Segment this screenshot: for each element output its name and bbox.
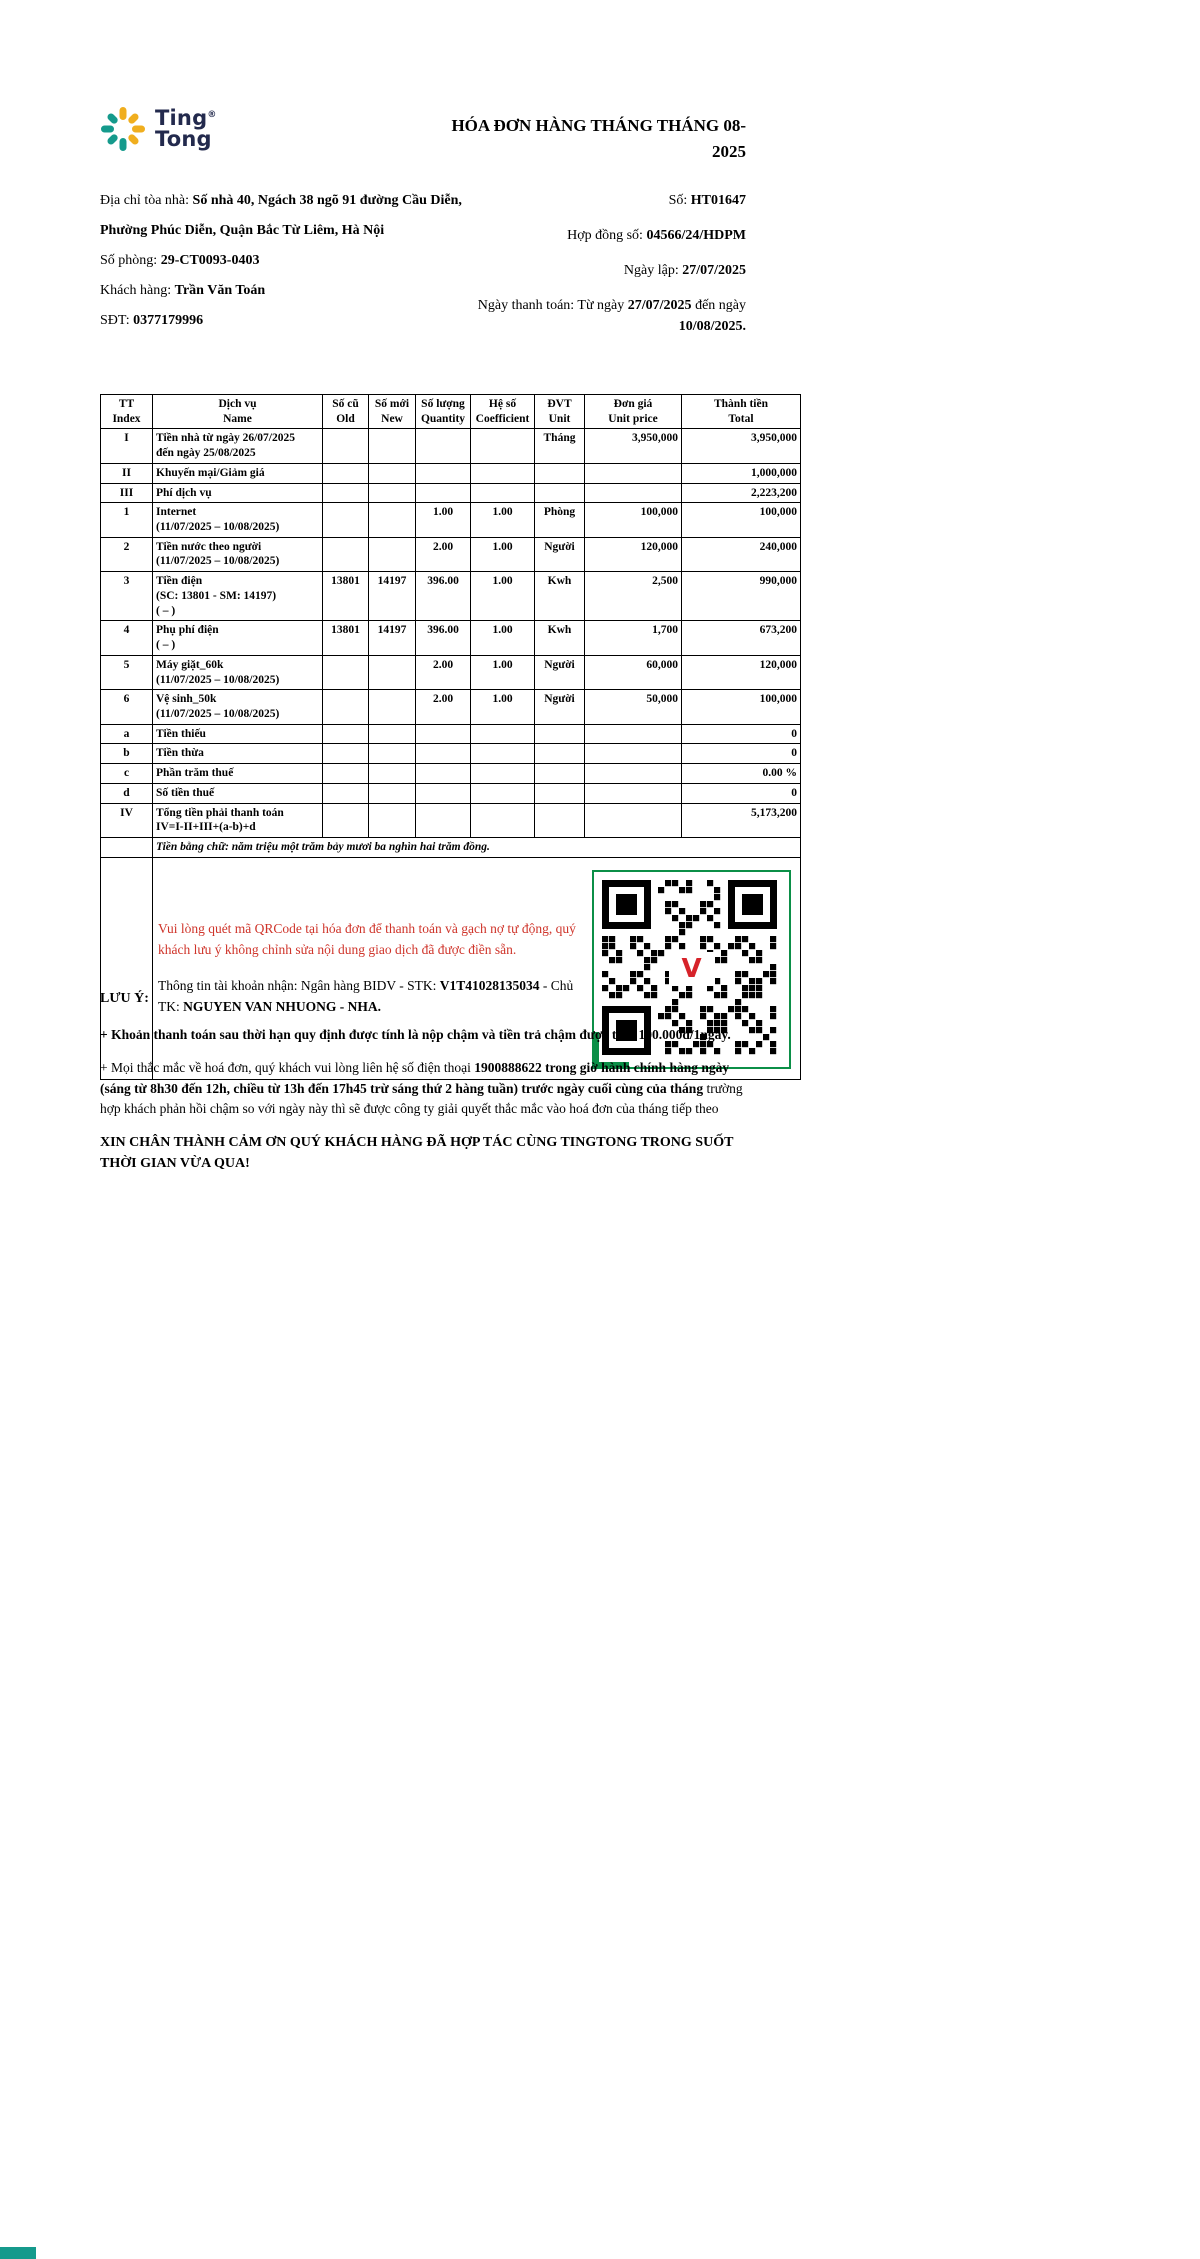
cell-coef bbox=[471, 783, 535, 803]
cell-name bbox=[153, 744, 323, 764]
brand-name-top-line bbox=[155, 108, 217, 129]
cell-new bbox=[369, 463, 416, 483]
cell-old: 13801 bbox=[323, 572, 369, 621]
cell-unit bbox=[535, 724, 585, 744]
late-fee-note: + Khoản thanh toán sau thời hạn quy định được tính là nộp chậm và tiền trả chậm được tính 100.000đ/1ngày. bbox=[100, 1027, 731, 1042]
cell-total: 240,000 bbox=[682, 537, 801, 571]
name-line: (11/07/2025 – 10/08/2025) bbox=[156, 673, 280, 686]
name-line: Máy giặt_60k bbox=[156, 658, 224, 671]
plain-text: Khách hàng: bbox=[100, 283, 175, 298]
cell-old bbox=[323, 690, 369, 724]
cell-old bbox=[323, 463, 369, 483]
footer-corner-mark bbox=[0, 2247, 36, 2259]
cell-qty bbox=[416, 483, 471, 503]
column-header bbox=[682, 395, 801, 429]
cell-new bbox=[369, 429, 416, 463]
cell-name bbox=[153, 724, 323, 744]
bold-text: trước ngày cuối cùng của tháng bbox=[521, 1080, 704, 1096]
registered-mark: ® bbox=[207, 110, 217, 121]
flower-icon bbox=[100, 106, 146, 152]
cell-unit: Người bbox=[535, 537, 585, 571]
bold-text: 29-CT0093-0403 bbox=[160, 253, 260, 268]
cell-new: 14197 bbox=[369, 621, 416, 655]
cell-index: 2 bbox=[101, 537, 153, 571]
plain-text: Số: bbox=[668, 193, 691, 208]
bold-text: NGUYEN VAN NHUONG - NHA. bbox=[183, 999, 382, 1015]
cell-price: 60,000 bbox=[585, 655, 682, 689]
cell-total: 2,223,200 bbox=[682, 483, 801, 503]
cell-new bbox=[369, 783, 416, 803]
cell-coef: 1.00 bbox=[471, 537, 535, 571]
table-row bbox=[101, 655, 801, 689]
cell-name bbox=[153, 429, 323, 463]
cell-old bbox=[323, 724, 369, 744]
cell-new bbox=[369, 724, 416, 744]
cell-name bbox=[153, 503, 323, 537]
plain-text: Địa chỉ tòa nhà: bbox=[100, 193, 193, 208]
table-row bbox=[101, 572, 801, 621]
invoice-meta bbox=[446, 190, 746, 351]
bold-text: 04566/24/HDPM bbox=[646, 228, 746, 243]
cell-price: 2,500 bbox=[585, 572, 682, 621]
cell-index: 1 bbox=[101, 503, 153, 537]
cell-name bbox=[153, 463, 323, 483]
header-line: Quantity bbox=[420, 412, 466, 425]
info-line bbox=[100, 276, 478, 306]
column-header bbox=[416, 395, 471, 429]
cell-index: 3 bbox=[101, 572, 153, 621]
name-line: Tổng tiền phải thanh toán bbox=[156, 806, 284, 819]
name-line: Vệ sinh_50k bbox=[156, 693, 217, 706]
cell-unit: Phòng bbox=[535, 503, 585, 537]
cell-index: d bbox=[101, 783, 153, 803]
cell-new bbox=[369, 764, 416, 784]
header-line: Đơn giá bbox=[613, 398, 653, 410]
cell-old bbox=[323, 744, 369, 764]
cell-coef: 1.00 bbox=[471, 621, 535, 655]
header-line: Thành tiền bbox=[713, 398, 768, 410]
cell-index: II bbox=[101, 463, 153, 483]
name-line: Tiền điện bbox=[156, 575, 203, 588]
header-line: Dịch vụ bbox=[218, 398, 257, 410]
cell-unit bbox=[535, 744, 585, 764]
name-line: Tiền nước theo người bbox=[156, 540, 262, 553]
cell-unit: Kwh bbox=[535, 572, 585, 621]
header-line: Unit bbox=[548, 412, 571, 425]
brand-name-top: Ting bbox=[155, 106, 208, 131]
cell-old bbox=[323, 764, 369, 784]
header-line: Số mới bbox=[374, 398, 410, 410]
plain-text: Số phòng: bbox=[100, 253, 161, 268]
cell-coef bbox=[471, 764, 535, 784]
vietqr-logo-letter: V bbox=[681, 953, 702, 984]
name-line: Phụ phí điện bbox=[156, 624, 219, 637]
table-row bbox=[101, 429, 801, 463]
bold-text: 1900888622 trong giờ hành chính hàng ngày (sáng từ 8h30 đến 12h, chiều từ 13h đến 17h45 trừ sáng thứ 2 hàng tuần) bbox=[100, 1060, 730, 1096]
cell-total: 0 bbox=[682, 744, 801, 764]
cell-empty bbox=[101, 837, 153, 857]
cell-old bbox=[323, 655, 369, 689]
header-line: New bbox=[381, 412, 403, 425]
cell-total: 100,000 bbox=[682, 503, 801, 537]
info-line bbox=[100, 186, 478, 246]
cell-price: 50,000 bbox=[585, 690, 682, 724]
cell-qty: 1.00 bbox=[416, 503, 471, 537]
amount-in-words: Tiền bằng chữ: năm triệu một trăm bảy mươi ba nghìn hai trăm đồng. bbox=[153, 837, 801, 857]
cell-index: III bbox=[101, 483, 153, 503]
header-line: Unit price bbox=[608, 412, 658, 425]
cell-price bbox=[585, 744, 682, 764]
cell-coef bbox=[471, 429, 535, 463]
cell-index: b bbox=[101, 744, 153, 764]
cell-name bbox=[153, 803, 323, 837]
column-header bbox=[101, 395, 153, 429]
cell-name bbox=[153, 483, 323, 503]
cell-total: 673,200 bbox=[682, 621, 801, 655]
info-line bbox=[446, 260, 746, 281]
plain-text: Ngày lập: bbox=[623, 263, 683, 278]
bold-text: V1T41028135034 bbox=[439, 977, 540, 993]
cell-old bbox=[323, 483, 369, 503]
cell-coef bbox=[471, 724, 535, 744]
cell-unit: Người bbox=[535, 690, 585, 724]
plain-text: Hợp đồng số: bbox=[567, 228, 647, 243]
cell-price: 1,700 bbox=[585, 621, 682, 655]
cell-total: 1,000,000 bbox=[682, 463, 801, 483]
cell-price: 100,000 bbox=[585, 503, 682, 537]
cell-price bbox=[585, 764, 682, 784]
notes-heading: LƯU Ý: bbox=[100, 991, 149, 1006]
table-row bbox=[101, 744, 801, 764]
cell-total: 100,000 bbox=[682, 690, 801, 724]
cell-name bbox=[153, 537, 323, 571]
plain-text: Ngày thanh toán: Từ ngày bbox=[477, 298, 628, 313]
name-line: IV=I-II+III+(a-b)+d bbox=[156, 821, 256, 834]
name-line: (SC: 13801 - SM: 14197) bbox=[156, 589, 277, 602]
thanks-note: XIN CHÂN THÀNH CẢM ƠN QUÝ KHÁCH HÀNG ĐÃ HỢP TÁC CÙNG TINGTONG TRONG SUỐT THỜI GIAN VỪA QUA! bbox=[100, 1135, 734, 1171]
cell-qty: 2.00 bbox=[416, 537, 471, 571]
cell-coef: 1.00 bbox=[471, 655, 535, 689]
brand-name-bottom: Tong bbox=[155, 127, 212, 151]
name-line: Tiền thừa bbox=[156, 747, 204, 760]
cell-qty: 396.00 bbox=[416, 621, 471, 655]
table-row bbox=[101, 803, 801, 837]
table-row bbox=[101, 503, 801, 537]
cell-price bbox=[585, 783, 682, 803]
cell-name bbox=[153, 572, 323, 621]
cell-unit bbox=[535, 483, 585, 503]
cell-total: 990,000 bbox=[682, 572, 801, 621]
customer-info bbox=[100, 186, 478, 336]
column-header bbox=[585, 395, 682, 429]
cell-qty bbox=[416, 744, 471, 764]
name-line: Internet bbox=[156, 506, 197, 519]
invoice-table-body bbox=[101, 429, 801, 838]
cell-new: 14197 bbox=[369, 572, 416, 621]
bold-text: 27/07/2025 bbox=[682, 263, 746, 278]
cell-total: 0 bbox=[682, 783, 801, 803]
cell-qty bbox=[416, 463, 471, 483]
cell-qty bbox=[416, 764, 471, 784]
plain-text: đến ngày bbox=[691, 298, 746, 313]
cell-old bbox=[323, 429, 369, 463]
cell-coef bbox=[471, 744, 535, 764]
table-row bbox=[101, 783, 801, 803]
cell-qty: 396.00 bbox=[416, 572, 471, 621]
column-header bbox=[153, 395, 323, 429]
header-line: Số lượng bbox=[421, 398, 465, 410]
cell-index: 4 bbox=[101, 621, 153, 655]
cell-name bbox=[153, 655, 323, 689]
cell-old: 13801 bbox=[323, 621, 369, 655]
name-line: (11/07/2025 – 10/08/2025) bbox=[156, 521, 280, 534]
page-title: HÓA ĐƠN HÀNG THÁNG THÁNG 08-2025 bbox=[451, 116, 746, 161]
header-line: Index bbox=[112, 412, 141, 425]
cell-old bbox=[323, 803, 369, 837]
table-row bbox=[101, 764, 801, 784]
cell-price: 120,000 bbox=[585, 537, 682, 571]
cell-new bbox=[369, 744, 416, 764]
cell-name bbox=[153, 783, 323, 803]
table-row bbox=[101, 724, 801, 744]
cell-unit bbox=[535, 463, 585, 483]
column-header bbox=[323, 395, 369, 429]
column-header bbox=[471, 395, 535, 429]
cell-index: IV bbox=[101, 803, 153, 837]
plain-text: SĐT: bbox=[100, 313, 134, 328]
table-header-row bbox=[101, 395, 801, 429]
cell-new bbox=[369, 655, 416, 689]
info-line bbox=[100, 246, 478, 276]
cell-qty bbox=[416, 803, 471, 837]
cell-old bbox=[323, 537, 369, 571]
cell-coef bbox=[471, 463, 535, 483]
name-line: Tiền thiếu bbox=[156, 727, 206, 740]
cell-unit bbox=[535, 783, 585, 803]
cell-total: 0 bbox=[682, 724, 801, 744]
name-line: (11/07/2025 – 10/08/2025) bbox=[156, 707, 280, 720]
bold-text: Trần Văn Toán bbox=[174, 283, 266, 298]
brand-logo bbox=[100, 106, 217, 152]
cell-coef bbox=[471, 483, 535, 503]
cell-total: 120,000 bbox=[682, 655, 801, 689]
name-line: Tiền nhà từ ngày 26/07/2025 bbox=[156, 432, 295, 445]
cell-index: 6 bbox=[101, 690, 153, 724]
header-line: Total bbox=[728, 412, 754, 425]
cell-price: 3,950,000 bbox=[585, 429, 682, 463]
info-line bbox=[100, 306, 478, 336]
cell-price bbox=[585, 803, 682, 837]
cell-qty: 2.00 bbox=[416, 690, 471, 724]
cell-old bbox=[323, 503, 369, 537]
cell-unit: Kwh bbox=[535, 621, 585, 655]
cell-total: 3,950,000 bbox=[682, 429, 801, 463]
cell-unit bbox=[535, 764, 585, 784]
table-row bbox=[101, 483, 801, 503]
cell-index: c bbox=[101, 764, 153, 784]
cell-new bbox=[369, 503, 416, 537]
name-line: Số tiền thuế bbox=[156, 786, 215, 799]
cell-old bbox=[323, 783, 369, 803]
name-line: ( – ) bbox=[156, 604, 176, 617]
cell-total: 0.00 % bbox=[682, 764, 801, 784]
cell-index: a bbox=[101, 724, 153, 744]
bold-text: 27/07/2025 bbox=[627, 298, 692, 313]
header-line: Name bbox=[223, 412, 252, 425]
name-line: ( – ) bbox=[156, 639, 176, 652]
cell-index: I bbox=[101, 429, 153, 463]
cell-coef: 1.00 bbox=[471, 572, 535, 621]
table-row bbox=[101, 621, 801, 655]
notes-section bbox=[100, 988, 745, 1187]
bold-text: HT01647 bbox=[690, 193, 746, 208]
cell-total: 5,173,200 bbox=[682, 803, 801, 837]
header-line: Số cũ bbox=[332, 398, 359, 410]
brand-name bbox=[155, 108, 217, 149]
cell-new bbox=[369, 537, 416, 571]
cell-price bbox=[585, 483, 682, 503]
cell-price bbox=[585, 724, 682, 744]
plain-text: + Mọi thắc mắc về hoá đơn, quý khách vui lòng liên hệ số điện thoại bbox=[100, 1060, 475, 1076]
cell-coef bbox=[471, 803, 535, 837]
header-line: ĐVT bbox=[547, 398, 572, 410]
cell-name bbox=[153, 690, 323, 724]
column-header bbox=[535, 395, 585, 429]
cell-name bbox=[153, 764, 323, 784]
info-line bbox=[446, 190, 746, 211]
cell-qty bbox=[416, 429, 471, 463]
cell-coef: 1.00 bbox=[471, 690, 535, 724]
cell-index: 5 bbox=[101, 655, 153, 689]
table-row bbox=[101, 463, 801, 483]
cell-new bbox=[369, 483, 416, 503]
plain-text: - Chủ TK: bbox=[158, 977, 574, 1015]
invoice-table bbox=[100, 394, 801, 1080]
bold-text: 10/08/2025. bbox=[678, 319, 746, 334]
cell-unit bbox=[535, 803, 585, 837]
table-row bbox=[101, 690, 801, 724]
header-line: Coefficient bbox=[475, 412, 530, 425]
header-line: Hệ số bbox=[488, 398, 517, 410]
qr-payment-notice: Vui lòng quét mã QRCode tại hóa đơn để thanh toán và gạch nợ tự động, quý khách lưu ý không chỉnh sửa nội dung giao dịch đã được điền sẵn. bbox=[158, 920, 576, 958]
info-line bbox=[446, 295, 746, 337]
cell-name bbox=[153, 621, 323, 655]
cell-unit: Tháng bbox=[535, 429, 585, 463]
name-line: Phí dịch vụ bbox=[156, 486, 212, 499]
bold-text: 0377179996 bbox=[133, 313, 204, 328]
column-header bbox=[369, 395, 416, 429]
bold-text: Số nhà 40, Ngách 38 ngõ 91 đường Cầu Diễn, Phường Phúc Diễn, Quận Bắc Từ Liêm, Hà Nội bbox=[100, 193, 462, 238]
header-line: TT bbox=[118, 398, 135, 410]
support-note bbox=[100, 1058, 745, 1119]
cell-price bbox=[585, 463, 682, 483]
name-line: (11/07/2025 – 10/08/2025) bbox=[156, 555, 280, 568]
cell-qty bbox=[416, 724, 471, 744]
cell-coef: 1.00 bbox=[471, 503, 535, 537]
plain-text: trường hợp khách phản hồi chậm so với ngày này thì sẽ được công ty giải quyết thắc mắc vào hoá đơn của tháng tiếp theo bbox=[100, 1080, 743, 1116]
plain-text: Thông tin tài khoản nhận: Ngân hàng BIDV - STK: bbox=[158, 977, 440, 993]
cell-qty: 2.00 bbox=[416, 655, 471, 689]
vietqr-logo bbox=[669, 952, 715, 986]
cell-new bbox=[369, 690, 416, 724]
name-line: Phần trăm thuế bbox=[156, 767, 234, 780]
cell-unit: Người bbox=[535, 655, 585, 689]
table-row bbox=[101, 537, 801, 571]
name-line: đến ngày 25/08/2025 bbox=[156, 447, 256, 460]
header-line: Old bbox=[336, 412, 355, 425]
cell-new bbox=[369, 803, 416, 837]
amount-in-words-row bbox=[101, 837, 801, 857]
info-line bbox=[446, 225, 746, 246]
cell-qty bbox=[416, 783, 471, 803]
name-line: Khuyến mại/Giảm giá bbox=[156, 466, 265, 479]
